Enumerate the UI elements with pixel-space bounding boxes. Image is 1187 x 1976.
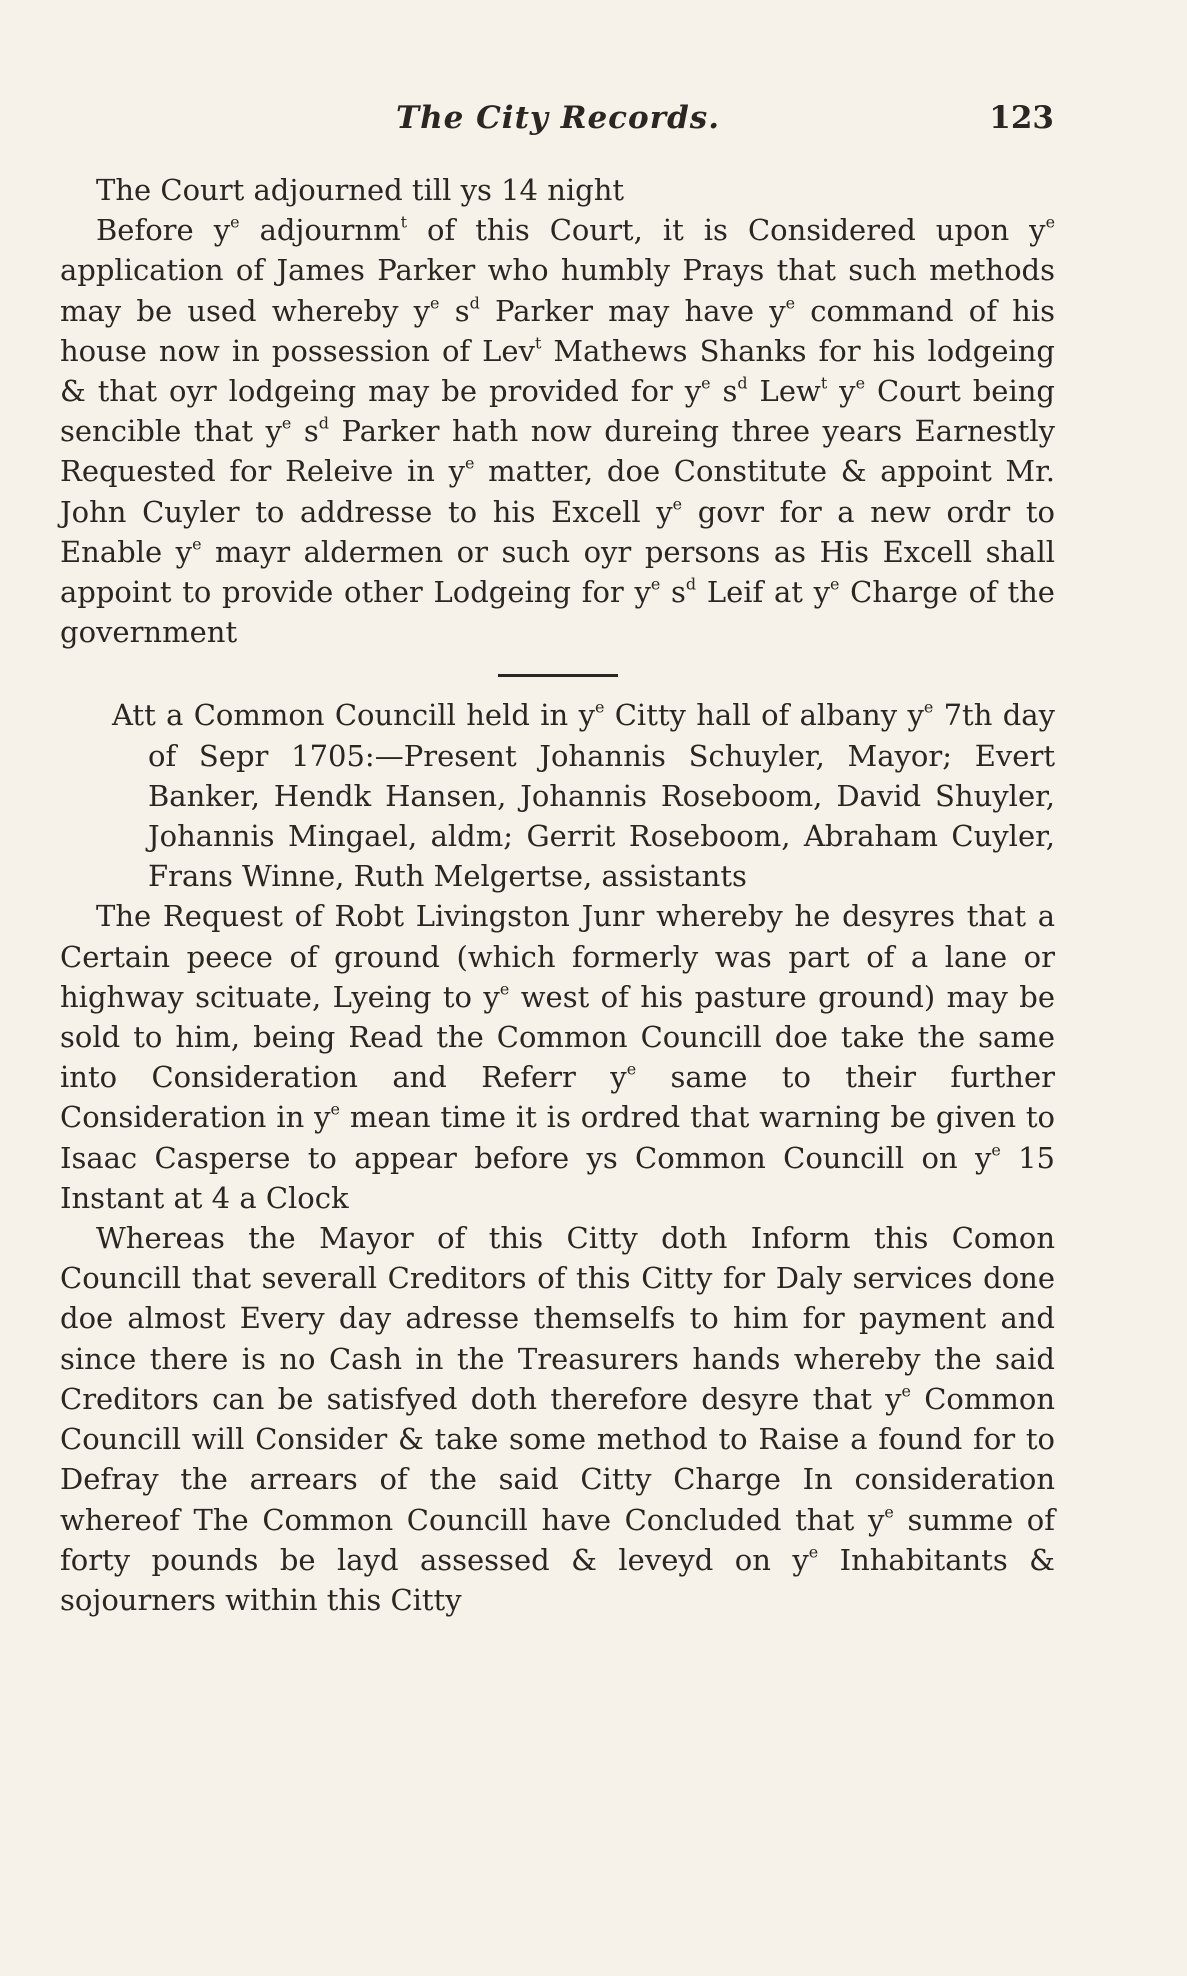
- superscript: e: [230, 212, 240, 232]
- superscript: e: [701, 373, 711, 393]
- superscript: t: [534, 333, 542, 353]
- superscript: d: [469, 292, 480, 312]
- superscript: e: [430, 292, 440, 312]
- superscript: e: [991, 1139, 1001, 1159]
- superscript: e: [884, 1501, 894, 1521]
- section-divider: [498, 674, 618, 677]
- text-body: [60, 170, 1055, 1620]
- paragraph-james-parker: Before $y^e$ adjournm$^t$ of this Court, it is Considered upon $y^e$ application of James Parker who humbly Prays that such methods may be used whereby $y^e$ $s^d$ Parker may have $y^e$ command of his house now in possession of Lev$^t$ Mathews Shanks for his lodgeing & that oyr lodgeing may be provided for $y^e$ $s^d$ Lew$^t$ $y^e$ Court being sencible that $y^e$ $s^d$ Parker hath now dureing three years Earnestly Requested for Releive in $y^e$ matter, doe Constitute & appoint Mr. John Cuyler to addresse to his Excell $y^e$ govr for a new ordr to Enable $y^e$ mayr aldermen or such oyr persons as His Excell shall appoint to provide other Lodgeing for $y^e$ $s^d$ Leif at $y^e$ Charge of the government: [60, 212, 1056, 650]
- superscript: d: [318, 413, 329, 433]
- superscript: e: [330, 1099, 340, 1119]
- superscript: e: [650, 574, 661, 594]
- superscript: e: [808, 1541, 819, 1561]
- superscript: t: [400, 212, 407, 232]
- running-head: [62, 100, 1054, 148]
- superscript: e: [192, 534, 202, 554]
- superscript: e: [901, 1381, 911, 1401]
- superscript: e: [626, 1059, 637, 1079]
- paragraph-livingston-request: The Request of Robt Livingston Junr whereby he desyres that a Certain peece of ground (which formerly was part of a lane or highway scituate, Lyeing to $y^e$ west of his pasture ground) may be sold to him, being Read the Common Councill doe take the same into Consideration and Referr $y^e$ same to their further Consideration in $y^e$ mean time it is ordred that warning be given to Isaac Casperse to appear before ys Common Councill on $y^e$ 15 Instant at 4 a Clock: [60, 899, 1056, 1215]
- superscript: e: [499, 979, 510, 999]
- superscript: e: [785, 292, 796, 312]
- paragraph-creditors: Whereas the Mayor of this Citty doth Inform this Comon Councill that severall Creditors of this Citty for Daly services done doe almost Every day adresse themselfs to him for payment and since there is no Cash in the Treasurers hands whereby the said Creditors can be satisfyed doth therefore desyre that $y^e$ Common Councill will Consider & take some method to Raise a found for to Defray the arrears of the said Citty Charge In consideration whereof The Common Councill have Concluded that $y^e$ summe of forty pounds be layd assessed & leveyd on $y^e$ Inhabitants & sojourners within this Citty: [60, 1221, 1056, 1617]
- superscript: t: [820, 373, 828, 393]
- superscript: e: [923, 697, 934, 717]
- superscript: e: [829, 574, 840, 594]
- paragraph-council-attendance: Att a Common Councill held in $y^e$ Citty hall of albany $y^e$ 7th day of Sepr 1705:—Present Johannis Schuyler, Mayor; Evert Banker, Hendk Hansen, Johannis Roseboom, David Shuyler, Johannis Mingael, aldm; Gerrit Roseboom, Abraham Cuyler, Frans Winne, Ruth Melgertse, assistants: [112, 697, 1055, 894]
- superscript: e: [594, 697, 605, 717]
- superscript: e: [855, 373, 865, 393]
- superscript: e: [281, 413, 292, 433]
- superscript: d: [685, 574, 697, 594]
- superscript: d: [737, 373, 748, 393]
- superscript: e: [465, 453, 475, 473]
- running-title: The City Records.: [396, 100, 720, 136]
- superscript: e: [1045, 212, 1055, 232]
- paragraph-adjournment: The Court adjourned till ys 14 night: [96, 173, 625, 207]
- superscript: e: [672, 493, 683, 513]
- page-number: 123: [989, 100, 1054, 136]
